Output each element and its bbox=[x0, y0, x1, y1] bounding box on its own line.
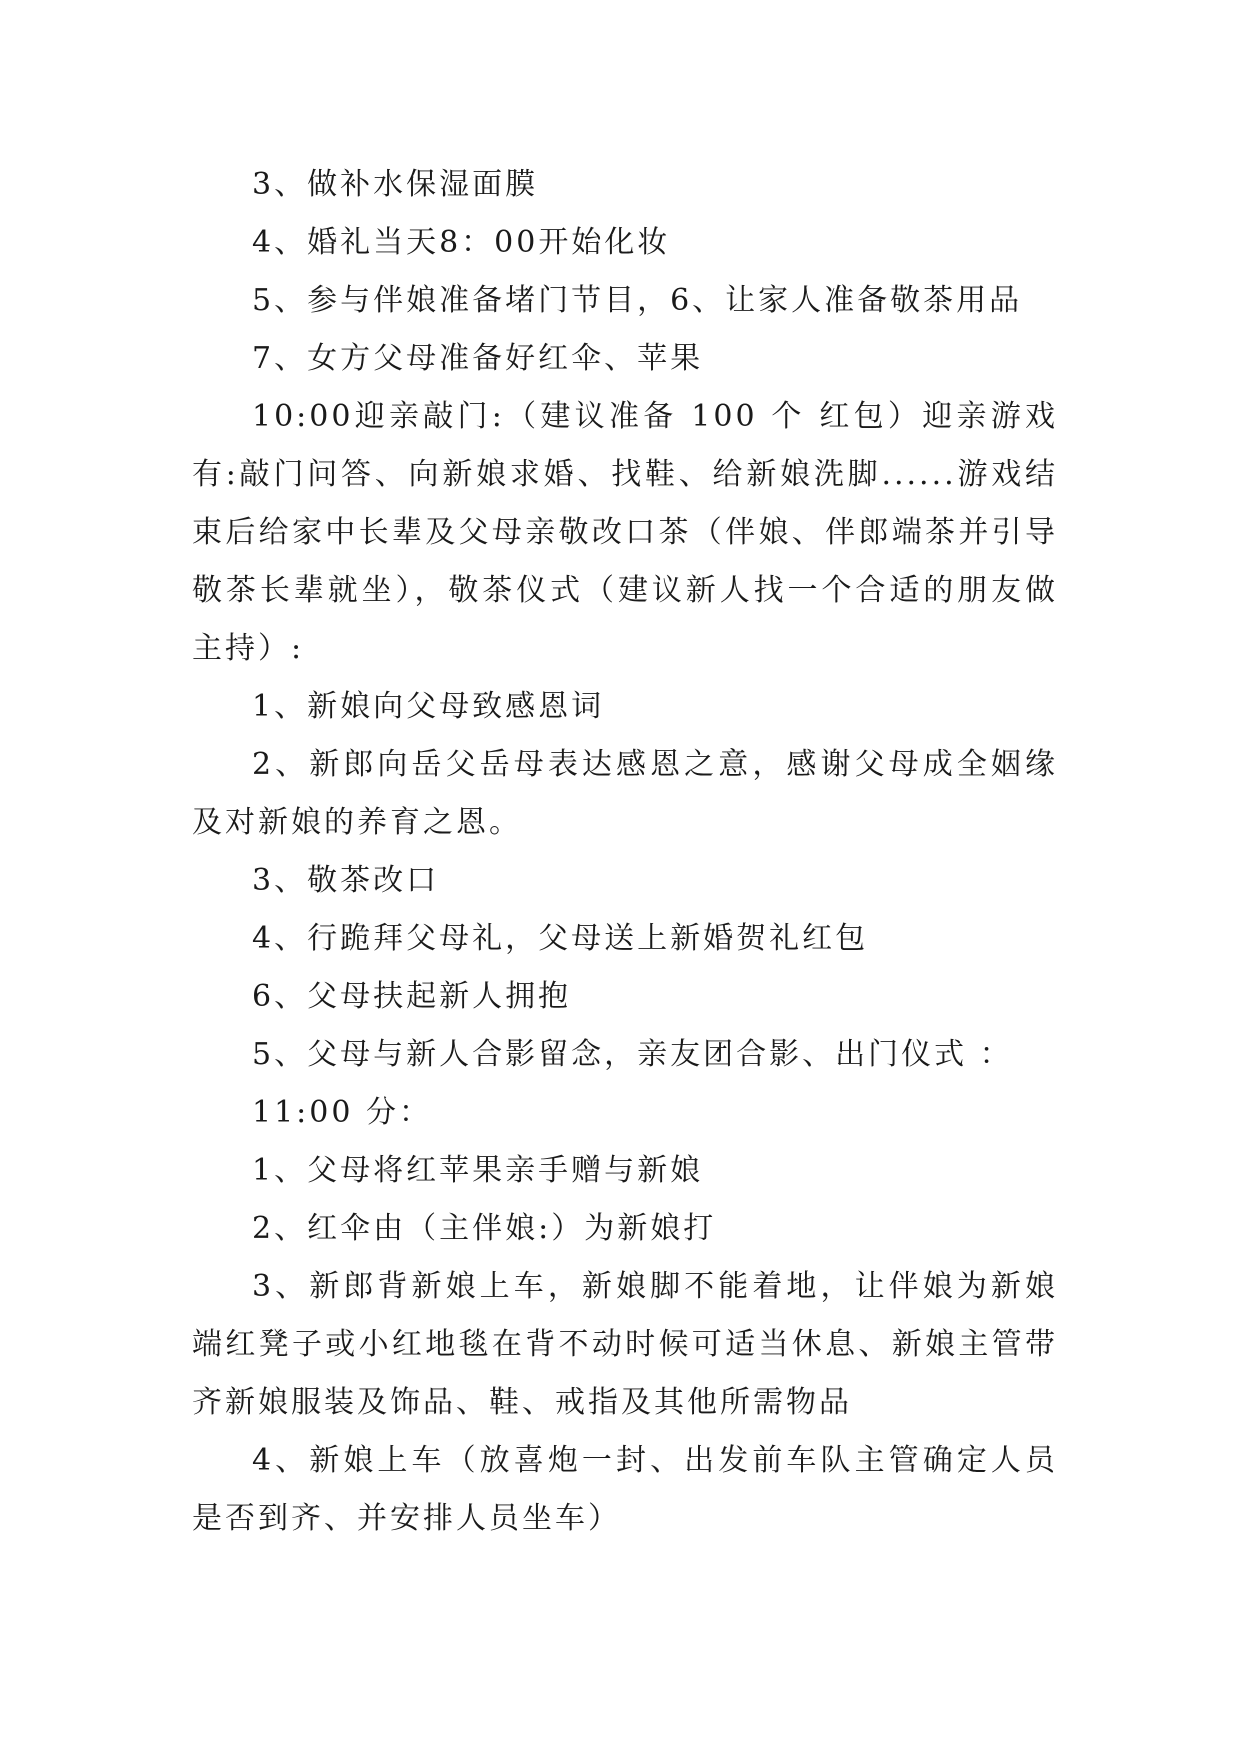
paragraph: 7、女方父母准备好红伞、苹果 bbox=[252, 341, 704, 376]
paragraph: 2、新郎向岳父岳母表达感恩之意，感谢父母成全姻缘及对新娘的养育之恩。 bbox=[192, 747, 1058, 840]
paragraph: 6、父母扶起新人拥抱 bbox=[252, 979, 572, 1014]
paragraph: 5、参与伴娘准备堵门节目，6、让家人准备敬茶用品 bbox=[252, 283, 1023, 318]
paragraph: 4、行跪拜父母礼，父母送上新婚贺礼红包 bbox=[252, 921, 869, 956]
paragraph: 3、敬茶改口 bbox=[252, 863, 440, 898]
paragraph: 10:00迎亲敲门:（建议准备 100 个 红包）迎亲游戏有:敲门问答、向新娘求婚、找鞋、给新娘洗脚......游戏结束后给家中长辈及父母亲敬改口茶（伴娘、伴郎端茶并引导敬茶长辈就坐），敬茶仪式（建议新人找一个合适的朋友做主持）: bbox=[192, 399, 1058, 666]
document-body bbox=[192, 156, 1058, 1548]
paragraph: 11:00 分： bbox=[252, 1095, 432, 1130]
paragraph: 5、父母与新人合影留念，亲友团合影、出门仪式 ： bbox=[252, 1037, 1013, 1072]
paragraph: 3、新郎背新娘上车，新娘脚不能着地，让伴娘为新娘端红凳子或小红地毯在背不动时候可适当休息、新娘主管带齐新娘服装及饰品、鞋、戒指及其他所需物品 bbox=[192, 1269, 1058, 1420]
paragraph: 3、做补水保湿面膜 bbox=[252, 167, 539, 202]
paragraph: 4、新娘上车（放喜炮一封、出发前车队主管确定人员是否到齐、并安排人员坐车） bbox=[192, 1443, 1058, 1536]
paragraph: 1、父母将红苹果亲手赠与新娘 bbox=[252, 1153, 704, 1188]
paragraph: 2、红伞由（主伴娘:）为新娘打 bbox=[252, 1211, 717, 1246]
paragraph: 4、婚礼当天8：00开始化妆 bbox=[252, 225, 671, 260]
paragraph: 1、新娘向父母致感恩词 bbox=[252, 689, 605, 724]
